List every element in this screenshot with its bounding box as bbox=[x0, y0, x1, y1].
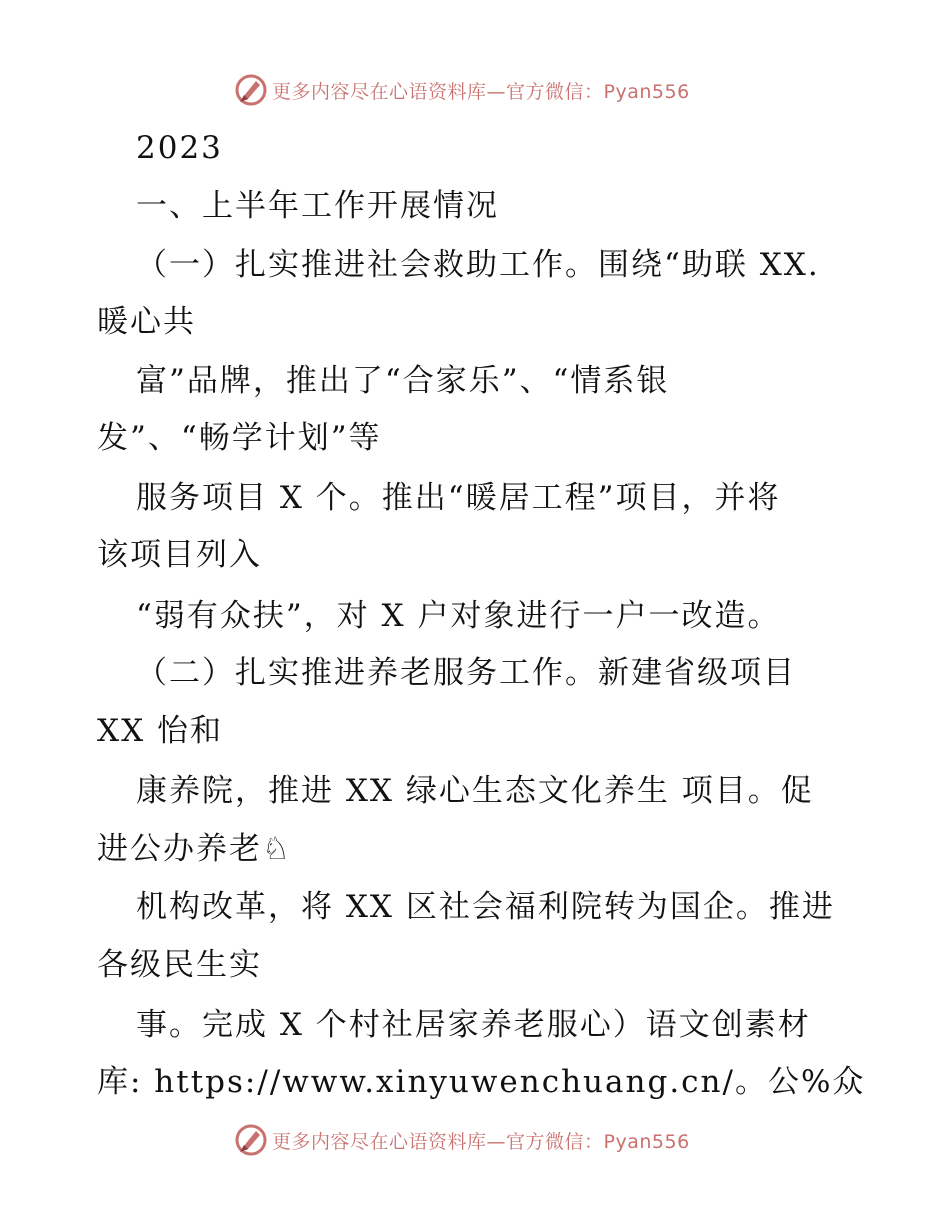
watermark-text: 更多内容尽在心语资料库—官方微信：Pyan556 bbox=[272, 1130, 690, 1153]
text-line: 各级民生实 bbox=[97, 947, 262, 983]
text-line: 事。完成 X 个村社居家养老服心）语文创素材 bbox=[136, 1007, 811, 1043]
pen-logo-icon bbox=[234, 1123, 268, 1157]
text-line: 发”、“畅学计划”等 bbox=[97, 420, 382, 456]
footer-watermark bbox=[234, 1122, 690, 1158]
text-line: “弱有众扶”，对 X 户对象进行一户一改造。 bbox=[136, 598, 781, 634]
text-line: 暖心共 bbox=[97, 304, 196, 340]
text-line: 进公办养老♘ bbox=[97, 831, 292, 867]
pen-logo-icon bbox=[234, 73, 268, 107]
text-line: 机构改革，将 XX 区社会福利院转为国企。推进 bbox=[136, 889, 835, 925]
text-line: 该项目列入 bbox=[97, 537, 262, 573]
watermark-text: 更多内容尽在心语资料库—官方微信：Pyan556 bbox=[272, 80, 690, 103]
text-line: 库: https://www.xinyuwenchuang.cn/。公%众 bbox=[97, 1064, 866, 1100]
text-line: 2023 bbox=[136, 130, 223, 166]
header-watermark bbox=[234, 72, 690, 108]
text-line: 富”品牌，推出了“合家乐”、“情系银 bbox=[136, 363, 670, 399]
section-heading: 一、上半年工作开展情况 bbox=[136, 188, 499, 224]
text-line: （一）扎实推进社会救助工作。围绕“助联 XX. bbox=[136, 247, 820, 283]
text-line: XX 怡和 bbox=[97, 713, 223, 749]
text-line: 服务项目 X 个。推出“暖居工程”项目，并将 bbox=[136, 480, 781, 516]
text-line: （二）扎实推进养老服务工作。新建省级项目 bbox=[136, 655, 796, 691]
text-line: 康养院，推进 XX 绿心生态文化养生 项目。促 bbox=[136, 773, 814, 809]
